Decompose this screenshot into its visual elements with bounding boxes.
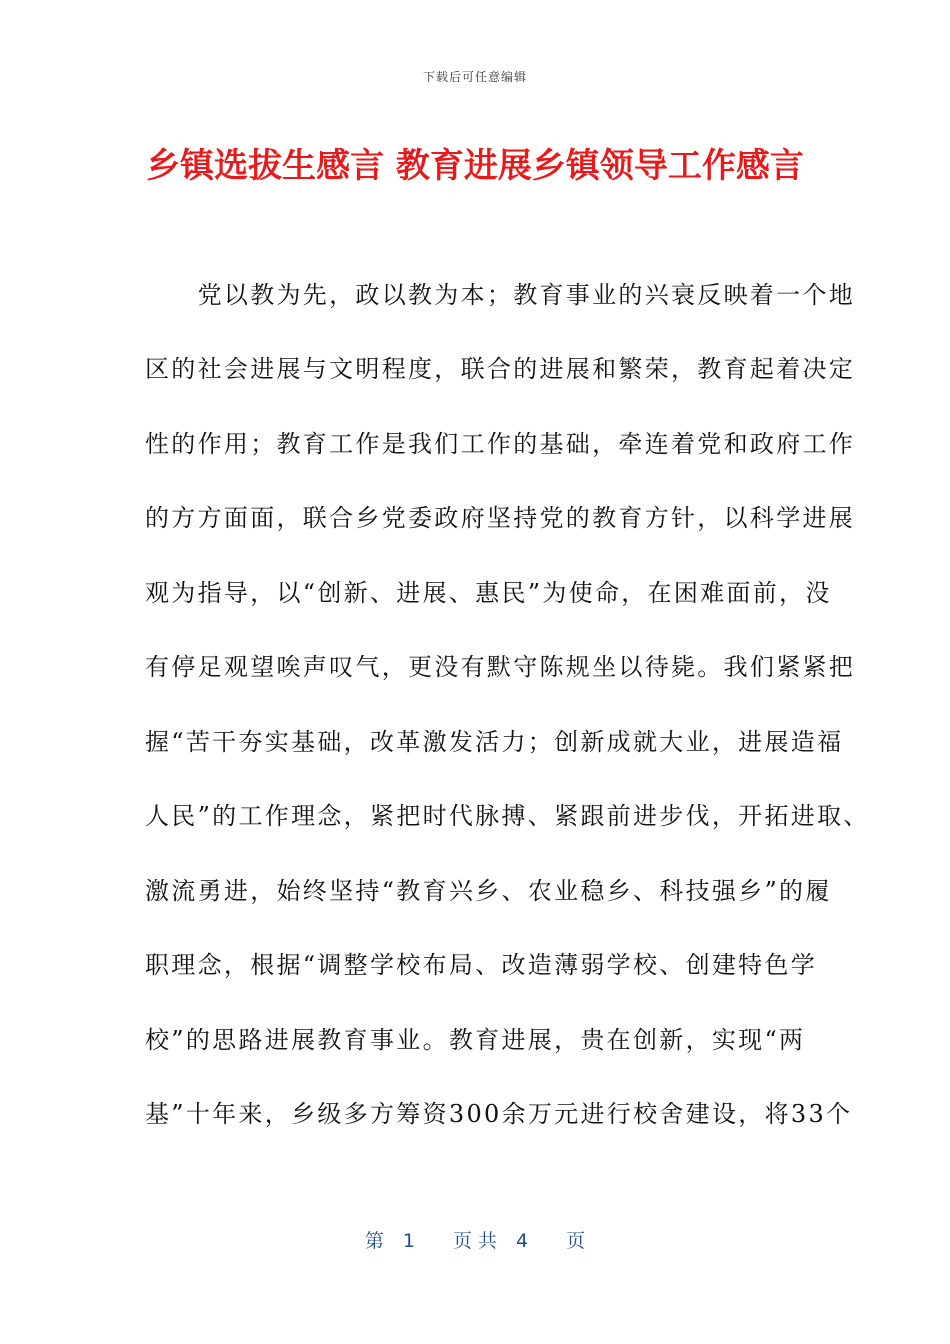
paragraph-line: 观为指导，以“创新、进展、惠民”为使命，在困难面前，没	[145, 579, 832, 607]
paragraph-line: 的方方面面，联合乡党委政府坚持党的教育方针，以科学进展	[145, 504, 856, 532]
paragraph-line: 性的作用；教育工作是我们工作的基础，牵连着党和政府工作	[145, 430, 856, 458]
paragraph-line: 党以教为先，政以教为本；教育事业的兴衰反映着一个地	[145, 281, 856, 309]
paragraph-line: 人民”的工作理念，紧把时代脉搏、紧跟前进步伐，开拓进取、	[145, 802, 870, 830]
paragraph-line: 区的社会进展与文明程度，联合的进展和繁荣，教育起着决定	[145, 355, 856, 383]
paragraph-line: 校”的思路进展教育事业。教育进展，贵在创新，实现“两	[145, 1026, 806, 1054]
paragraph-line: 激流勇进，始终坚持“教育兴乡、农业稳乡、科技强乡”的履	[145, 877, 832, 905]
paragraph-line: 有停足观望唉声叹气，更没有默守陈规坐以待毙。我们紧紧把	[145, 653, 856, 681]
paragraph-line: 职理念，根据“调整学校布局、改造薄弱学校、创建特色学	[145, 951, 818, 979]
header-note: 下载后可任意编辑	[422, 70, 527, 84]
page-number-footer: 第 1 页 共 4 页	[364, 1230, 586, 1252]
document-title: 乡镇选拔生感言 教育进展乡镇领导工作感言	[146, 146, 804, 186]
paragraph-line: 基”十年来，乡级多方筹资300余万元进行校舍建设，将33个	[145, 1100, 853, 1128]
paragraph-line: 握“苦干夯实基础，改革激发活力；创新成就大业，进展造福	[145, 728, 844, 756]
